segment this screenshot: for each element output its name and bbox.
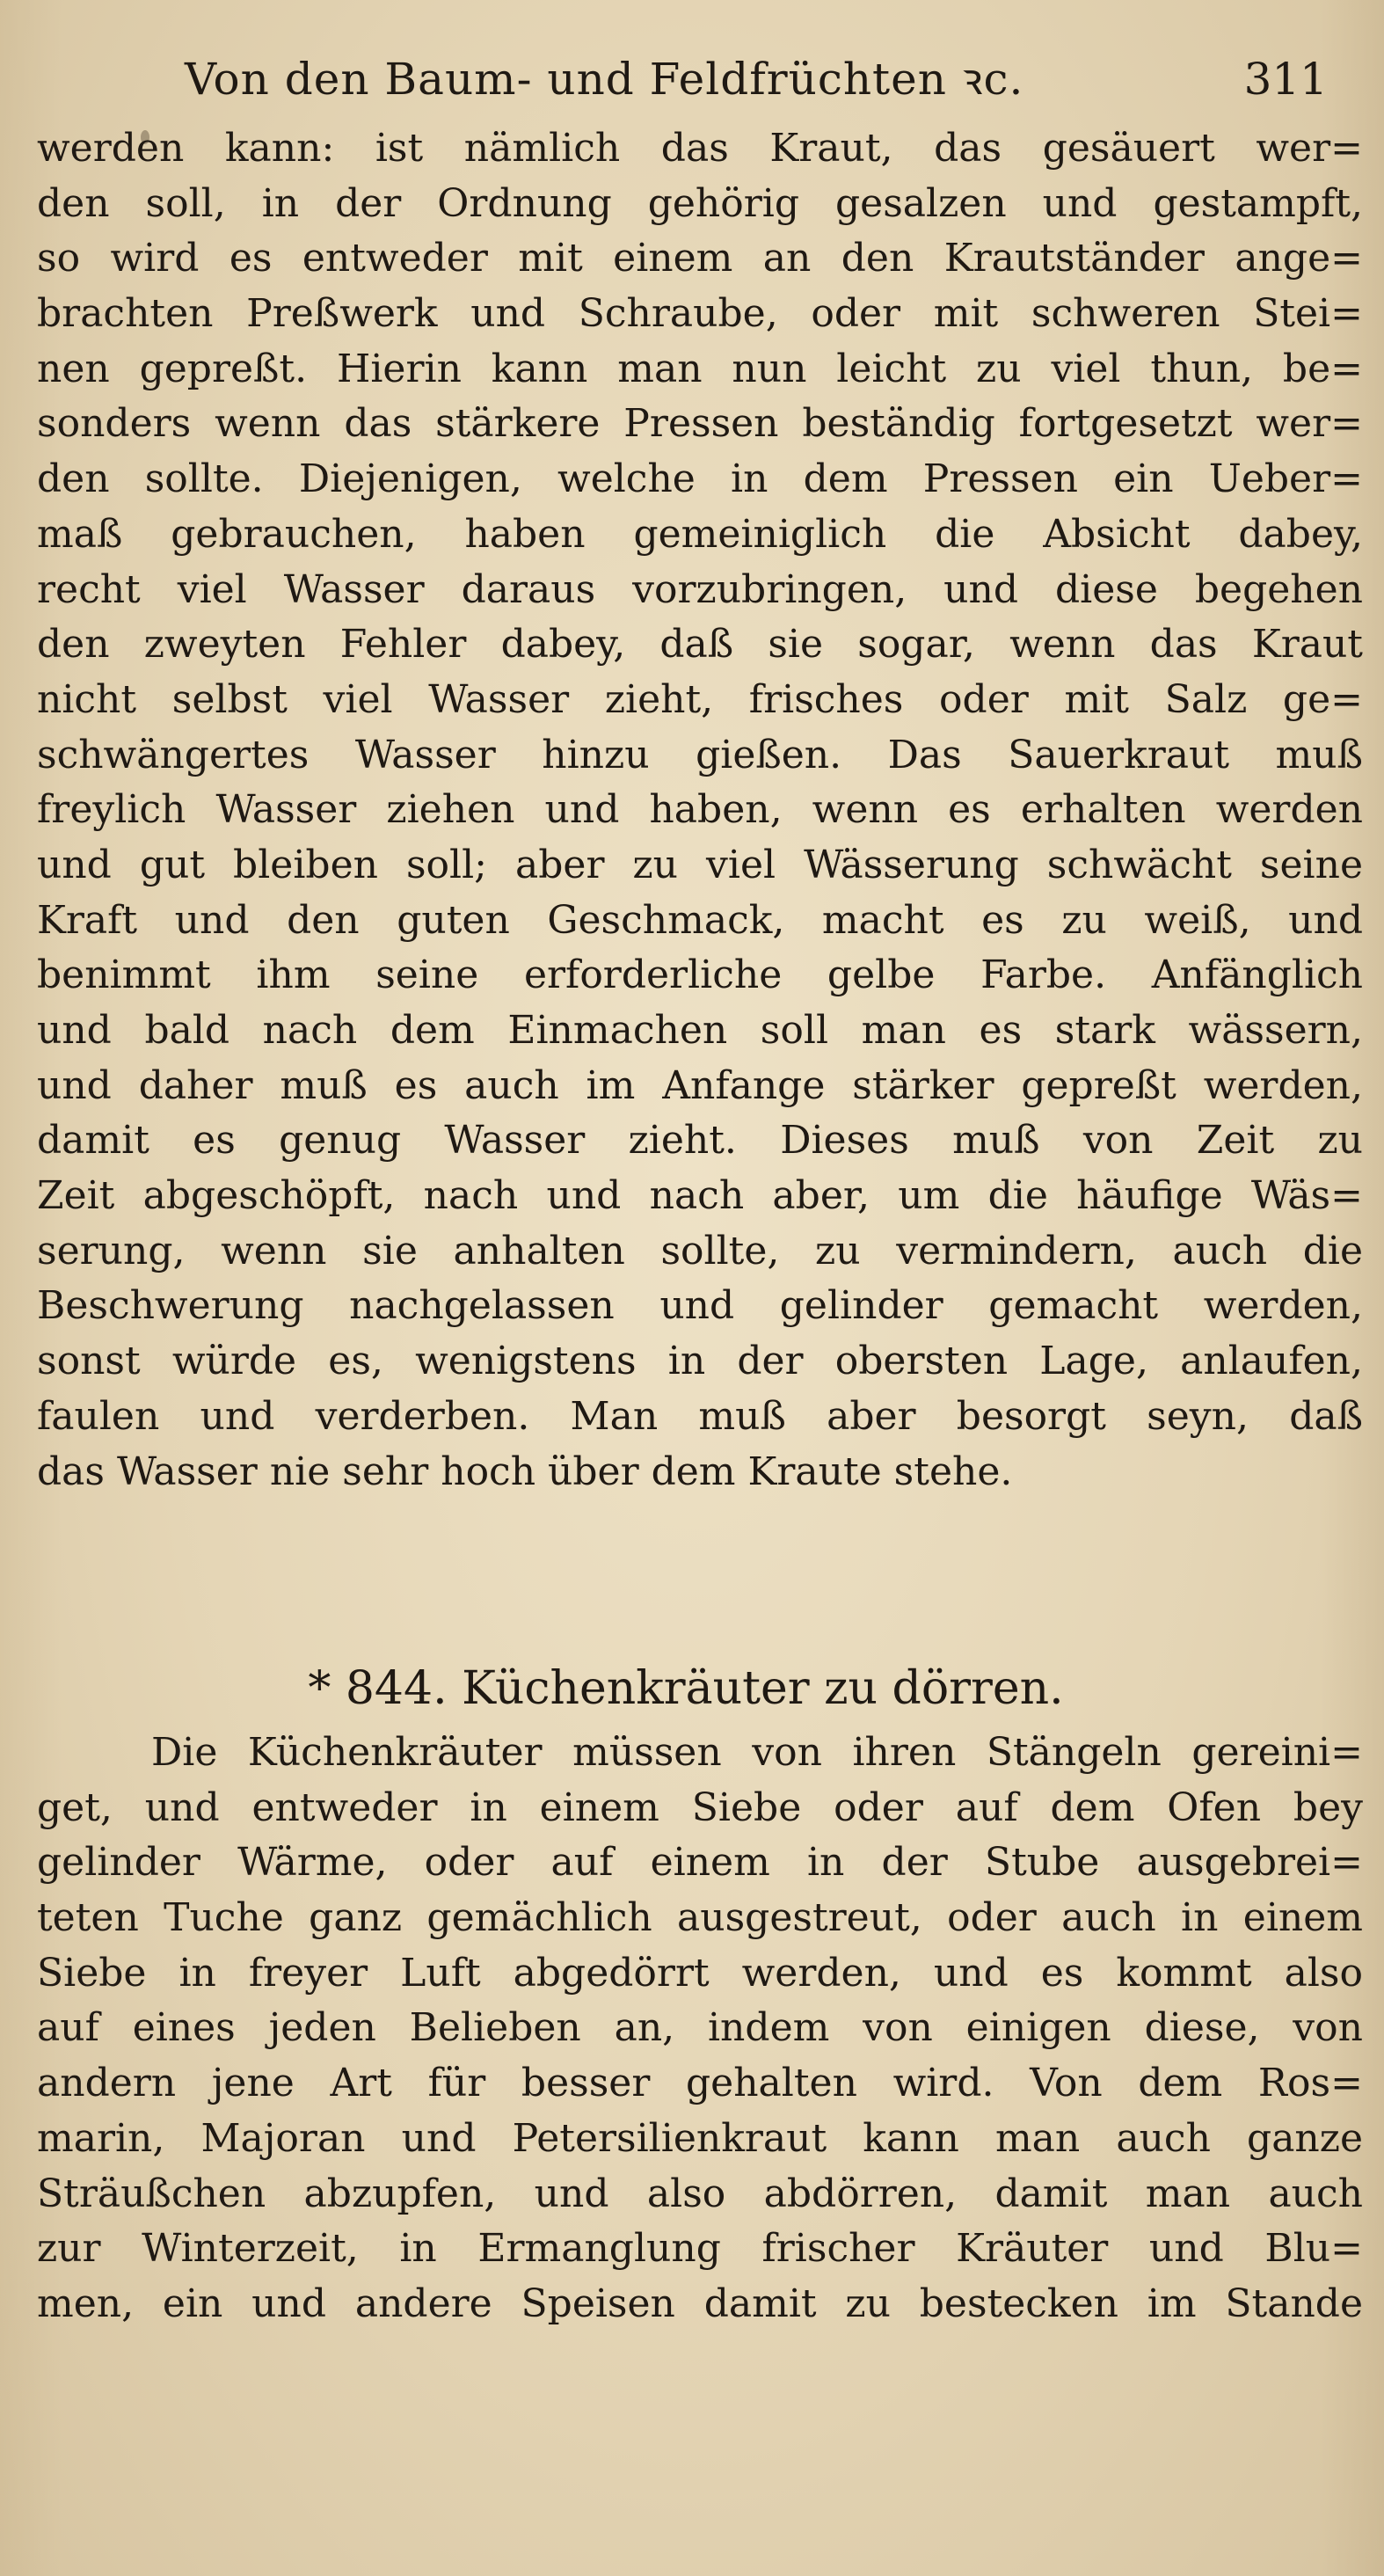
text-line: nicht selbst viel Wasser zieht, frisches oder mit Salz ge= xyxy=(37,676,1363,722)
text-line: Beschwerung nachgelassen und gelinder gemacht werden, xyxy=(37,1283,1363,1329)
text-line: Die Küchenkräuter müssen von ihren Stängeln gereini= xyxy=(151,1730,1363,1775)
text-line: maß gebrauchen, haben gemeiniglich die Absicht dabey, xyxy=(37,511,1363,557)
page-number: 311 xyxy=(1243,54,1328,105)
text-line: Sträußchen abzupfen, und also abdörren, damit man auch xyxy=(37,2171,1363,2216)
text-line: und gut bleiben soll; aber zu viel Wässerung schwächt seine xyxy=(37,842,1363,887)
text-line: zur Winterzeit, in Ermanglung frischer Kräuter und Blu= xyxy=(37,2226,1363,2272)
text-line: andern jene Art für besser gehalten wird. Von dem Ros= xyxy=(37,2061,1363,2106)
text-line: werden kann: ist nämlich das Kraut, das gesäuert wer= xyxy=(37,126,1363,171)
text-line: freylich Wasser ziehen und haben, wenn es erhalten werden xyxy=(37,787,1363,833)
section-heading: * 844. Küchenkräuter zu dörren. xyxy=(308,1662,1064,1715)
text-line: schwängertes Wasser hinzu gießen. Das Sauerkraut muß xyxy=(37,732,1363,777)
text-line: Zeit abgeschöpft, nach und nach aber, um die häufige Wäs= xyxy=(37,1173,1363,1219)
text-line: brachten Preßwerk und Schraube, oder mit schweren Stei= xyxy=(37,291,1363,337)
text-line: Siebe in freyer Luft abgedörrt werden, und es kommt also xyxy=(37,1950,1363,1996)
text-line: get, und entweder in einem Siebe oder auf dem Ofen bey xyxy=(37,1784,1363,1830)
text-line: so wird es entweder mit einem an den Krautständer ange= xyxy=(37,236,1363,281)
paragraph-kuechenkraeuter xyxy=(37,1726,1363,2332)
running-title: Von den Baum- und Feldfrüchten ꝛc. xyxy=(185,54,1024,105)
page-header xyxy=(185,44,1328,114)
text-line: auf eines jeden Belieben an, indem von einigen diese, von xyxy=(37,2005,1363,2051)
text-line: sonst würde es, wenigstens in der obersten Lage, anlaufen, xyxy=(37,1339,1363,1384)
text-line: Kraft und den guten Geschmack, macht es zu weiß, und xyxy=(37,897,1363,943)
text-line: sonders wenn das stärkere Pressen beständig fortgesetzt wer= xyxy=(37,401,1363,447)
text-line: men, ein und andere Speisen damit zu bestecken im Stande xyxy=(37,2280,1363,2326)
text-line: das Wasser nie sehr hoch über dem Kraute stehe. xyxy=(37,1449,1013,1494)
text-line: damit es genug Wasser zieht. Dieses muß von Zeit zu xyxy=(37,1118,1363,1164)
text-line: benimmt ihm seine erforderliche gelbe Farbe. Anfänglich xyxy=(37,952,1363,998)
text-line: den soll, in der Ordnung gehörig gesalzen und gestampft, xyxy=(37,180,1363,226)
text-line: nen gepreßt. Hierin kann man nun leicht zu viel thun, be= xyxy=(37,346,1363,391)
text-line: marin, Majoran und Petersilienkraut kann man auch ganze xyxy=(37,2115,1363,2161)
text-line: recht viel Wasser daraus vorzubringen, und diese begehen xyxy=(37,566,1363,612)
paragraph-sauerkraut xyxy=(37,121,1363,1500)
text-line: und bald nach dem Einmachen soll man es stark wässern, xyxy=(37,1008,1363,1053)
text-line: den zweyten Fehler dabey, daß sie sogar, wenn das Kraut xyxy=(37,622,1363,668)
text-line: faulen und verderben. Man muß aber besorgt seyn, daß xyxy=(37,1393,1363,1439)
text-line: gelinder Wärme, oder auf einem in der Stube ausgebrei= xyxy=(37,1840,1363,1886)
text-line: teten Tuche ganz gemächlich ausgestreut, oder auch in einem xyxy=(37,1895,1363,1941)
text-line: serung, wenn sie anhalten sollte, zu vermindern, auch die xyxy=(37,1228,1363,1273)
text-line: den sollte. Diejenigen, welche in dem Pressen ein Ueber= xyxy=(37,456,1363,502)
text-line: und daher muß es auch im Anfange stärker gepreßt werden, xyxy=(37,1062,1363,1108)
